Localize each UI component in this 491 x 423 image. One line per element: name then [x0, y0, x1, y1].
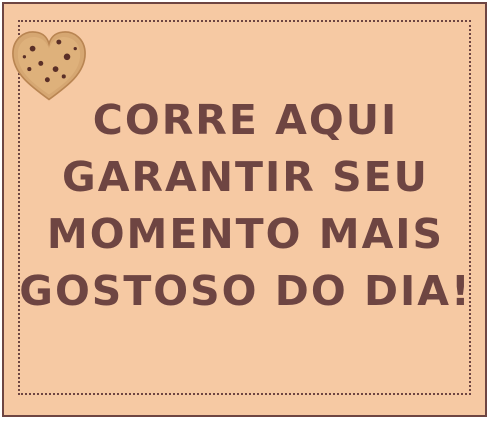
message-line-4: GOSTOSO DO DIA! — [19, 267, 472, 315]
message-line-3: MOMENTO MAIS — [46, 210, 445, 258]
message-line-2: GARANTIR SEU — [62, 153, 429, 201]
message-line-1: CORRE AQUI — [92, 96, 399, 144]
promo-message — [18, 92, 473, 320]
